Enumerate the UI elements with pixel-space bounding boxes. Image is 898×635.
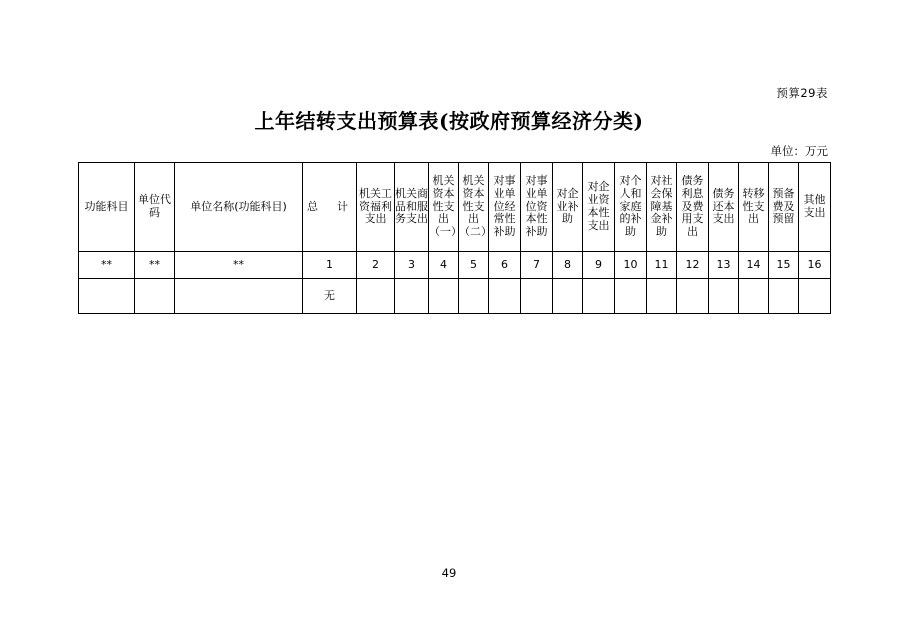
cell-function-subject: ** (79, 252, 135, 279)
column-header-unit-code: 单位代码 (135, 163, 175, 252)
cell-col-4: 4 (429, 252, 459, 279)
cell-unit-name (175, 279, 303, 314)
column-header-org-salary-welfare: 机关工资福利支出 (357, 163, 395, 252)
column-header-org-capital-1: 机关资本性支出（一） (429, 163, 459, 252)
table-row (79, 279, 831, 314)
column-header-institution-capital-subsidy: 对事业单位资本性补助 (521, 163, 553, 252)
cell-col-14 (739, 279, 769, 314)
column-header-individual-family-subsidy: 对个人和家庭的补助 (615, 163, 647, 252)
column-header-reserve-funds: 预备费及预留 (769, 163, 799, 252)
column-header-institution-recurrent-subsidy: 对事业单位经常性补助 (489, 163, 521, 252)
cell-col-6: 6 (489, 252, 521, 279)
column-header-unit-name: 单位名称(功能科目) (175, 163, 303, 252)
cell-col-3: 3 (395, 252, 429, 279)
cell-col-13: 13 (709, 252, 739, 279)
cell-col-9 (583, 279, 615, 314)
cell-function-subject (79, 279, 135, 314)
cell-col-3 (395, 279, 429, 314)
cell-col-15: 15 (769, 252, 799, 279)
cell-unit-name: ** (175, 252, 303, 279)
cell-col-8: 8 (553, 252, 583, 279)
cell-col-15 (769, 279, 799, 314)
page-number: 49 (441, 566, 457, 580)
page-title: 上年结转支出预算表(按政府预算经济分类) (254, 109, 644, 133)
cell-col-2: 2 (357, 252, 395, 279)
cell-col-4 (429, 279, 459, 314)
cell-col-12 (677, 279, 709, 314)
column-header-debt-principal: 债务还本支出 (709, 163, 739, 252)
cell-total: 1 (303, 252, 357, 279)
column-header-org-goods-services: 机关商品和服务支出 (395, 163, 429, 252)
cell-col-11: 11 (647, 252, 677, 279)
column-header-other-expenditure: 其他支出 (799, 163, 831, 252)
cell-col-6 (489, 279, 521, 314)
table-header-row (79, 163, 831, 252)
cell-col-14: 14 (739, 252, 769, 279)
column-header-debt-interest-fees: 债务利息及费用支出 (677, 163, 709, 252)
cell-col-7 (521, 279, 553, 314)
table-row (79, 252, 831, 279)
unit-note: 单位：万元 (770, 144, 828, 158)
cell-col-12: 12 (677, 252, 709, 279)
cell-col-13 (709, 279, 739, 314)
cell-unit-code (135, 279, 175, 314)
budget-table (78, 162, 831, 314)
cell-col-16 (799, 279, 831, 314)
cell-total: 无 (303, 279, 357, 314)
cell-col-10: 10 (615, 252, 647, 279)
cell-col-11 (647, 279, 677, 314)
column-header-enterprise-subsidy: 对企业补助 (553, 163, 583, 252)
column-header-total: 总 计 (303, 163, 357, 252)
cell-col-10 (615, 279, 647, 314)
column-header-social-security-fund-subsidy: 对社会保障基金补助 (647, 163, 677, 252)
cell-col-8 (553, 279, 583, 314)
column-header-transfer-expenditure: 转移性支出 (739, 163, 769, 252)
column-header-enterprise-capital: 对企业资本性支出 (583, 163, 615, 252)
cell-col-7: 7 (521, 252, 553, 279)
column-header-org-capital-2: 机关资本性支出（二） (459, 163, 489, 252)
column-header-function-subject: 功能科目 (79, 163, 135, 252)
cell-col-5 (459, 279, 489, 314)
cell-unit-code: ** (135, 252, 175, 279)
cell-col-9: 9 (583, 252, 615, 279)
form-code-label: 预算29表 (776, 86, 828, 100)
cell-col-5: 5 (459, 252, 489, 279)
cell-col-2 (357, 279, 395, 314)
budget-table-container (78, 162, 826, 314)
cell-col-16: 16 (799, 252, 831, 279)
